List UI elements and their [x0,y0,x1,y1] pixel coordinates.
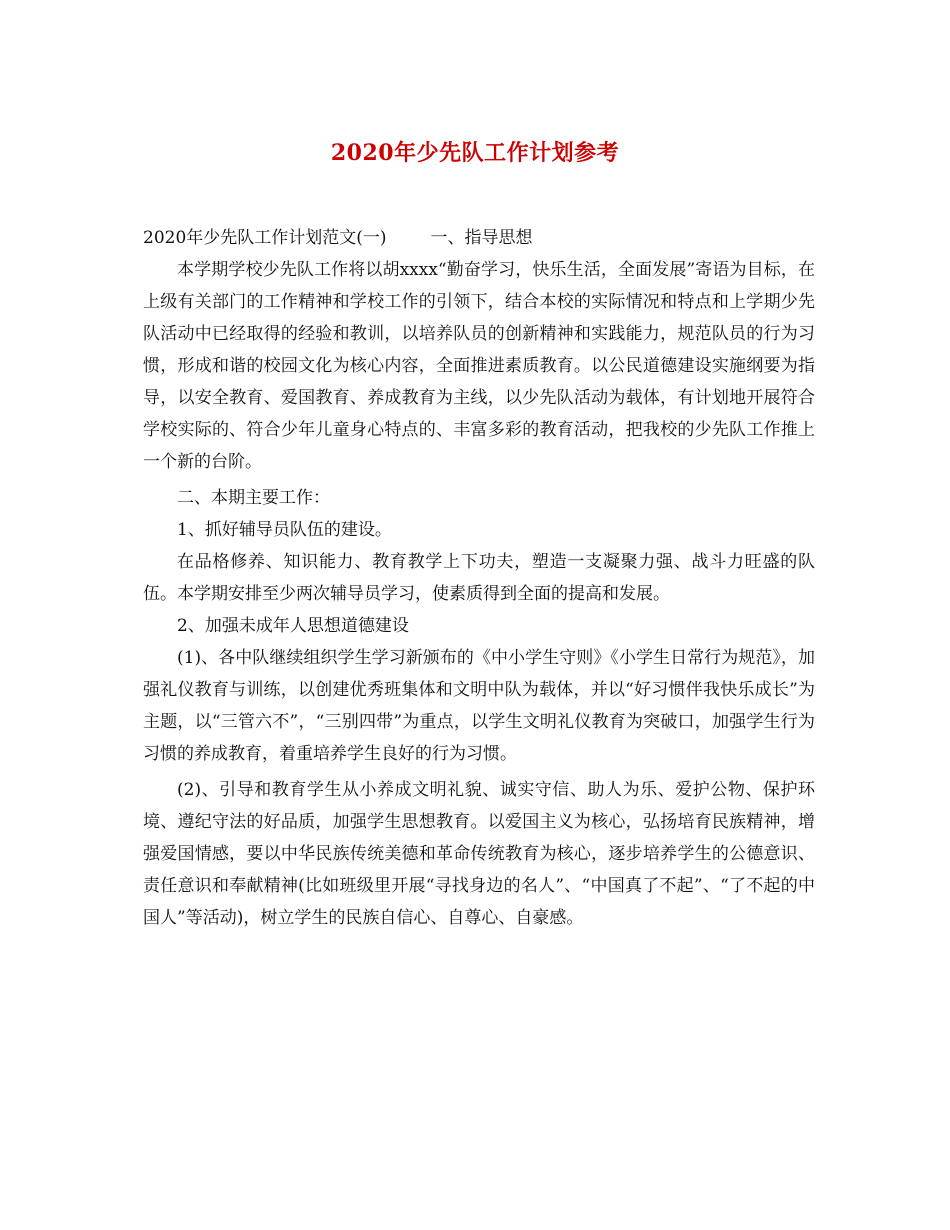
item1-heading: 1、抓好辅导员队伍的建设。 [177,520,392,540]
paragraph-guiding-thought: 本学期学校少先队工作将以胡xxxx“勤奋学习，快乐生活，全面发展”寄语为目标，在上级有关部门的工作精神和学校工作的引领下，结合本校的实际情况和特点和上学期少先队活动中已经取得的经验和教训，以培养队员的创新精神和实践能力，规范队员的行为习惯，形成和谐的校园文化为核心内容，全面推进素质教育。以公民道德建设实施纲要为指导，以安全教育、爱国教育、养成教育为主线，以少先队活动为载体，有计划地开展符合学校实际的、符合少年儿童身心特点的、丰富多彩的教育活动，把我校的少先队工作推上一个新的台阶。 [143,260,815,472]
section2-heading: 二、本期主要工作： [177,488,330,508]
paragraph-item2-sub1: (1)、各中队继续组织学生学习新颁布的《中小学生守则》《小学生日常行为规范》，加强礼仪教育与训练，以创建优秀班集体和文明中队为载体，并以“好习惯伴我快乐成长”为主题，以“三管六不”，“三别四带”为重点，以学生文明礼仪教育为突破口，加强学生行为习惯的养成教育，着重培养学生良好的行为习惯。 [143,648,815,764]
intro-label: 2020年少先队工作计划范文(一) [143,228,387,248]
intro-line [143,222,815,254]
document-title: 2020年少先队工作计划参考 [330,140,620,166]
paragraph-item2-sub2: (2)、引导和教育学生从小养成文明礼貌、诚实守信、助人为乐、爱护公物、保护环境、遵纪守法的好品质，加强学生思想教育。以爱国主义为核心，弘扬培育民族精神，增强爱国情感，要以中华民族传统美德和革命传统教育为核心，逐步培养学生的公德意识、责任意识和奉献精神(比如班级里开展“寻找身边的名人”、“中国真了不起”、“了不起的中国人”等活动)，树立学生的民族自信心、自尊心、自豪感。 [143,780,815,928]
item2-heading: 2、加强未成年人思想道德建设 [177,616,409,636]
document-body [143,222,815,934]
paragraph-item1: 在品格修养、知识能力、教育教学上下功夫，塑造一支凝聚力强、战斗力旺盛的队伍。本学期安排至少两次辅导员学习，使素质得到全面的提高和发展。 [143,552,815,604]
section1-heading: 一、指导思想 [430,228,533,248]
